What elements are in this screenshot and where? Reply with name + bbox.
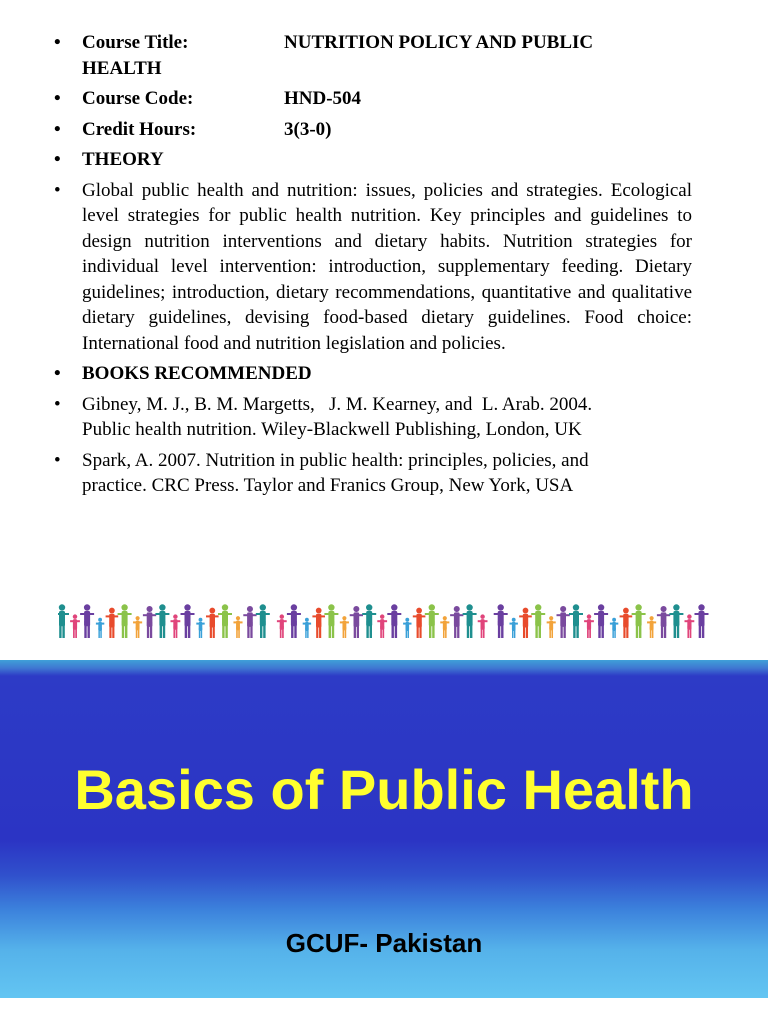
- person-figure: [80, 604, 94, 638]
- credit-hours-label: Credit Hours:: [82, 118, 197, 140]
- person-figure: [350, 606, 363, 638]
- person-figure: [531, 604, 545, 638]
- person-figure: [233, 616, 242, 638]
- person-figure: [118, 604, 132, 638]
- person-figure: [569, 604, 583, 638]
- course-details-list: [52, 30, 692, 504]
- person-figure: [647, 616, 656, 638]
- person-figure: [403, 618, 411, 638]
- person-figure: [324, 604, 338, 638]
- banner-title: Basics of Public Health: [74, 758, 694, 821]
- course-title-value-line1: NUTRITION POLICY AND PUBLIC: [284, 32, 594, 53]
- course-title-item: • Course Title: NUTRITION POLICY AND PUBLIC HEALTH: [54, 32, 594, 79]
- person-figure: [206, 608, 219, 638]
- person-figure: [303, 618, 311, 638]
- person-figure: [547, 616, 556, 638]
- person-figure: [669, 604, 683, 638]
- person-figure: [277, 614, 287, 638]
- person-figure: [58, 604, 69, 638]
- person-figure: [171, 614, 181, 638]
- person-figure: [133, 616, 142, 638]
- title-banner: [0, 660, 768, 998]
- theory-heading-item: • THEORY: [54, 149, 164, 170]
- person-figure: [594, 604, 608, 638]
- book-1-line1: Gibney, M. J., B. M. Margetts, J. M. Kearney, and L. Arab. 2004.: [82, 393, 593, 415]
- books-heading-item: • BOOKS RECOMMENDED: [54, 363, 312, 384]
- person-figure: [440, 616, 449, 638]
- person-figure: [196, 618, 204, 638]
- person-figure: [340, 616, 349, 638]
- person-figure: [413, 608, 426, 638]
- person-figure: [425, 604, 439, 638]
- person-figure: [143, 606, 156, 638]
- course-code-label: Course Code:: [82, 88, 194, 109]
- person-figure: [377, 614, 387, 638]
- course-title-label: Course Title:: [82, 32, 189, 53]
- banner-subtitle: GCUF- Pakistan: [285, 928, 483, 958]
- course-title-value-line2: HEALTH: [82, 57, 162, 79]
- book-2-line1: Spark, A. 2007. Nutrition in public health: principles, policies, and: [82, 449, 589, 471]
- person-figure: [610, 618, 618, 638]
- person-figure: [685, 614, 695, 638]
- bottom-margin: [0, 998, 768, 1024]
- credit-hours-item: • Credit Hours: 3(3-0): [52, 117, 692, 143]
- book-1-item: • Gibney, M. J., B. M. Margetts, J. M. Kearney, and L. Arab. 2004. Public health nutrition. Wiley-Blackwell Publishing, London, UK: [54, 393, 593, 440]
- person-figure: [510, 618, 518, 638]
- person-figure: [478, 614, 488, 638]
- person-figure: [463, 604, 477, 638]
- people-chain-icon: [58, 600, 714, 640]
- person-figure: [70, 614, 80, 638]
- person-figure: [557, 606, 570, 638]
- book-2-line2: practice. CRC Press. Taylor and Franics Group, New York, USA: [82, 475, 574, 496]
- person-figure: [96, 618, 104, 638]
- theory-heading: THEORY: [82, 149, 164, 170]
- person-figure: [362, 604, 376, 638]
- person-figure: [450, 606, 463, 638]
- person-figure: [695, 604, 709, 638]
- person-figure: [155, 604, 169, 638]
- person-figure: [657, 606, 670, 638]
- person-figure: [256, 604, 270, 638]
- person-figure: [387, 604, 401, 638]
- person-figure: [106, 608, 119, 638]
- person-figure: [494, 604, 508, 638]
- theory-text: Global public health and nutrition: issues, policies and strategies. Ecological level strategies for public health nutrition. Key principles and guidelines to design nutrition interventions and dietary habits. Nutrition strategies for individual level intervention: introduction, supplementary feeding. Dietary guidelines; introduction, dietary recommendations, quantitative and qualitative dietary guidelines, devising food-based dietary guidelines. Food choice: International food and nutrition legislation and policies.: [82, 179, 692, 354]
- person-figure: [218, 604, 232, 638]
- person-figure: [584, 614, 594, 638]
- book-2-item: • Spark, A. 2007. Nutrition in public health: principles, policies, and practice. CRC Press. Taylor and Franics Group, New York, USA: [54, 449, 589, 496]
- person-figure: [620, 608, 633, 638]
- credit-hours-value: 3(3-0): [284, 118, 332, 140]
- book-1-line2: Public health nutrition. Wiley-Blackwell Publishing, London, UK: [82, 419, 582, 440]
- person-figure: [287, 604, 301, 638]
- person-figure: [312, 608, 325, 638]
- person-figure: [632, 604, 646, 638]
- books-heading: BOOKS RECOMMENDED: [82, 363, 312, 384]
- theory-text-item: • Global public health and nutrition: issues, policies and strategies. Ecological level strategies for public health nutrition. Key principles and guidelines to design nutrition interventions and dietary habits. Nutrition strategies for individual level intervention: introduction, supplementary feeding. Dietary guidelines; introduction, dietary recommendations, quantitative and qualitative dietary guidelines, devising food-based dietary guidelines. Food choice: International food and nutrition legislation and policies.: [54, 179, 692, 354]
- course-code-value: HND-504: [284, 88, 362, 109]
- course-code-item: • Course Code: HND-504: [52, 86, 692, 112]
- person-figure: [519, 608, 532, 638]
- person-figure: [243, 606, 256, 638]
- person-figure: [181, 604, 195, 638]
